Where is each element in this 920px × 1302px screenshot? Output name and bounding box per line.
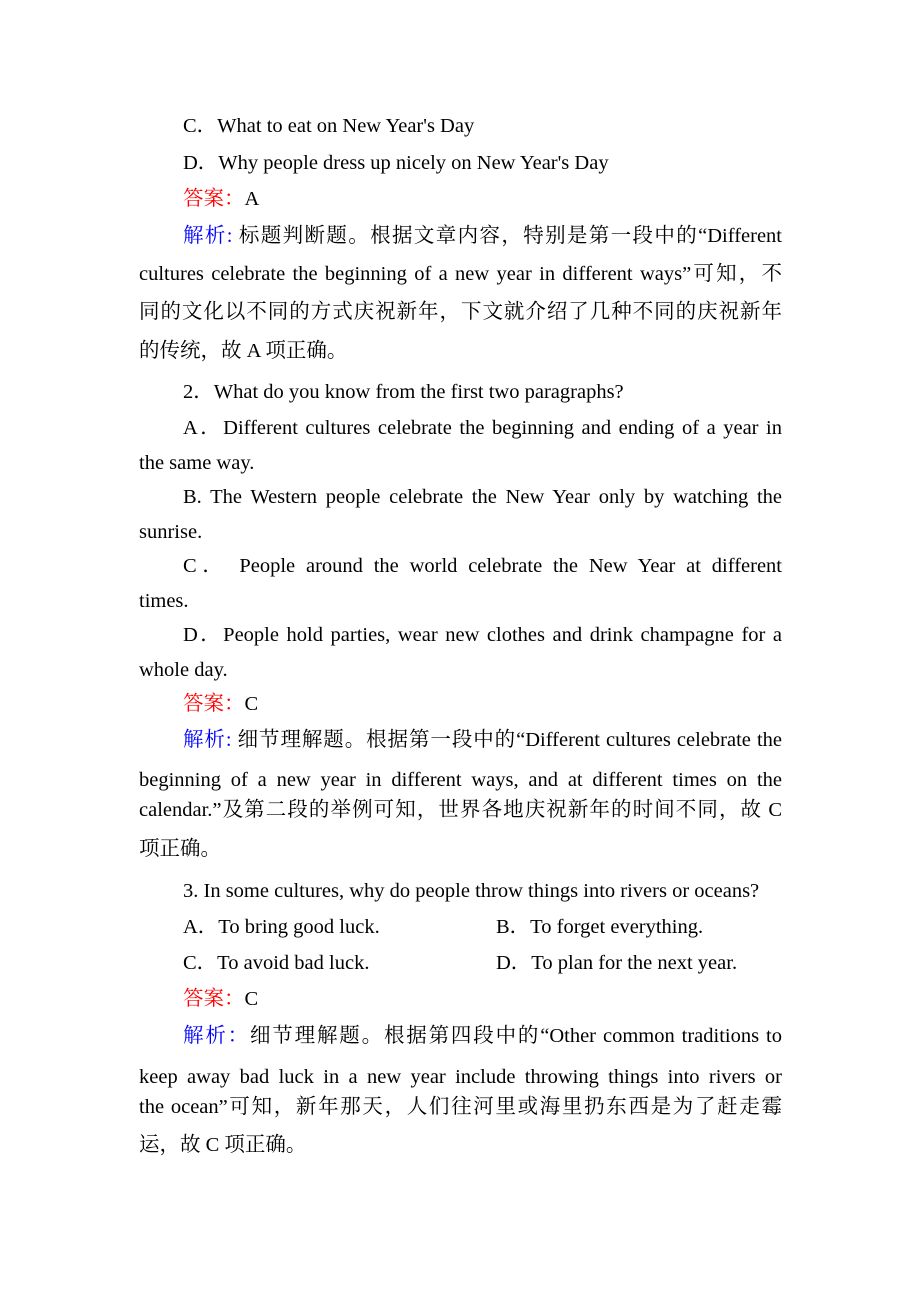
q3-analysis-line-1 xyxy=(183,1024,782,1048)
q2-option-a-line-1: A．Different cultures celebrate the beginning and ending of a year in xyxy=(183,417,782,439)
q3-option-b: B．To forget everything. xyxy=(496,916,704,938)
analysis-label: 解析: xyxy=(183,225,233,247)
analysis-text: 细节理解题。根据第四段中的“Other common traditions to xyxy=(249,1025,782,1047)
q2-option-a-line-2: the same way. xyxy=(139,452,255,474)
analysis-label: 解析： xyxy=(183,1025,250,1047)
q1-option-c: C．What to eat on New Year's Day xyxy=(183,115,475,137)
q3-question: 3. In some cultures, why do people throw things into rivers or oceans? xyxy=(183,880,760,902)
q2-analysis-line-1 xyxy=(183,728,782,752)
q2-answer xyxy=(183,692,782,716)
q1-analysis-line-1 xyxy=(183,224,782,248)
q1-option-d: D．Why people dress up nicely on New Year's Day xyxy=(183,152,609,174)
q1-answer xyxy=(183,187,782,211)
answer-label: 答案： xyxy=(183,988,245,1010)
analysis-text: 标题判断题。根据文章内容，特别是第一段中的“Different xyxy=(232,225,782,247)
q2-option-d-line-1: D．People hold parties, wear new clothes and drink champagne for a xyxy=(183,624,782,646)
q3-option-d: D．To plan for the next year. xyxy=(496,952,738,974)
analysis-label: 解析: xyxy=(183,729,232,751)
q3-analysis-line-3: the ocean”可知，新年那天，人们往河里或海里扔东西是为了赶走霉 xyxy=(139,1096,782,1118)
q2-option-d-line-2: whole day. xyxy=(139,659,228,681)
answer-label: 答案： xyxy=(183,188,245,210)
q1-analysis-line-4: 的传统，故 A 项正确。 xyxy=(139,340,348,362)
q3-options-row-1 xyxy=(183,915,782,939)
q2-option-c-line-1: C． People around the world celebrate the New Year at different xyxy=(183,555,782,577)
answer-value: A xyxy=(244,188,260,210)
q1-analysis-line-2: cultures celebrate the beginning of a new year in different ways”可知，不 xyxy=(139,263,782,285)
answer-value: C xyxy=(244,693,259,715)
q3-answer xyxy=(183,987,782,1011)
q2-question: 2．What do you know from the first two paragraphs? xyxy=(183,381,624,403)
q2-analysis-line-2: beginning of a new year in different ways, and at different times on the xyxy=(139,769,782,791)
q3-analysis-line-2: keep away bad luck in a new year include throwing things into rivers or xyxy=(139,1066,782,1088)
q1-analysis-line-3: 同的文化以不同的方式庆祝新年，下文就介绍了几种不同的庆祝新年 xyxy=(139,301,782,323)
q3-analysis-line-4: 运，故 C 项正确。 xyxy=(139,1134,307,1156)
answer-value: C xyxy=(244,988,259,1010)
analysis-text: 细节理解题。根据第一段中的“Different cultures celebrate the xyxy=(231,729,782,751)
q2-option-b-line-1: B. The Western people celebrate the New Year only by watching the xyxy=(183,486,782,508)
q2-option-b-line-2: sunrise. xyxy=(139,521,203,543)
answer-label: 答案： xyxy=(183,693,245,715)
q2-analysis-line-4: 项正确。 xyxy=(139,838,221,860)
q3-option-c: C．To avoid bad luck. xyxy=(183,952,370,974)
q3-option-a: A．To bring good luck. xyxy=(183,916,380,938)
q2-analysis-line-3: calendar.”及第二段的举例可知，世界各地庆祝新年的时间不同，故 C xyxy=(139,799,782,821)
q2-option-c-line-2: times. xyxy=(139,590,189,612)
q3-options-row-2 xyxy=(183,951,782,975)
